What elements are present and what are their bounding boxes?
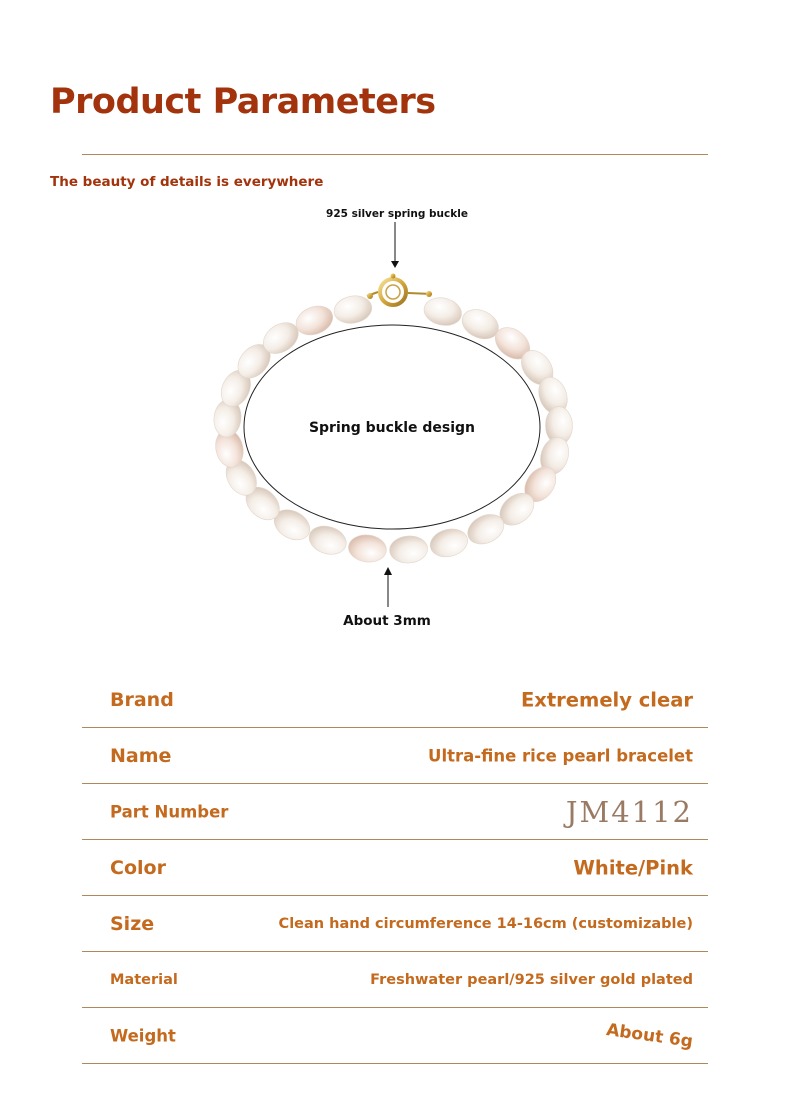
size-callout-label: About 3mm bbox=[343, 613, 431, 629]
spec-row-material bbox=[82, 952, 708, 1008]
spec-row-weight bbox=[82, 1008, 708, 1064]
spec-row-name bbox=[82, 728, 708, 784]
spec-row-color bbox=[82, 840, 708, 896]
spec-table bbox=[82, 672, 708, 1064]
spec-row-brand bbox=[82, 672, 708, 728]
spec-value: Extremely clear bbox=[520, 688, 693, 711]
spec-label: Brand bbox=[110, 688, 174, 711]
page-subtitle: The beauty of details is everywhere bbox=[50, 174, 324, 190]
pearl-bead bbox=[389, 535, 429, 565]
pearl-bead bbox=[347, 533, 388, 564]
spec-value: White/Pink bbox=[573, 856, 693, 879]
spec-label: Weight bbox=[110, 1026, 176, 1045]
bracelet-figure bbox=[0, 195, 790, 640]
spring-clasp-icon bbox=[367, 274, 432, 306]
pearl-bead bbox=[427, 525, 471, 561]
spec-value: Freshwater pearl/925 silver gold plated bbox=[370, 971, 693, 988]
spec-label: Material bbox=[110, 971, 178, 988]
size-arrowhead bbox=[384, 567, 392, 575]
spec-label: Size bbox=[110, 912, 155, 935]
spec-row-size bbox=[82, 896, 708, 952]
center-label: Spring buckle design bbox=[308, 420, 476, 436]
clasp-arrowhead bbox=[391, 261, 399, 268]
page-title: Product Parameters bbox=[50, 82, 436, 122]
spec-label: Color bbox=[110, 856, 166, 879]
pearl-bead bbox=[306, 522, 350, 559]
spec-label: Name bbox=[110, 744, 172, 767]
spec-value: About 6g bbox=[604, 1019, 694, 1052]
spec-value: JM4112 bbox=[565, 794, 693, 829]
spec-value: Ultra-fine rice pearl bracelet bbox=[428, 746, 693, 765]
clasp-callout-label: 925 silver spring buckle bbox=[326, 208, 468, 220]
spec-value: Clean hand circumference 14-16cm (customizable) bbox=[278, 915, 693, 932]
spec-label: Part Number bbox=[110, 802, 229, 821]
spec-row-part-number bbox=[82, 784, 708, 840]
title-divider bbox=[82, 154, 708, 155]
pearl-bead bbox=[421, 294, 464, 329]
